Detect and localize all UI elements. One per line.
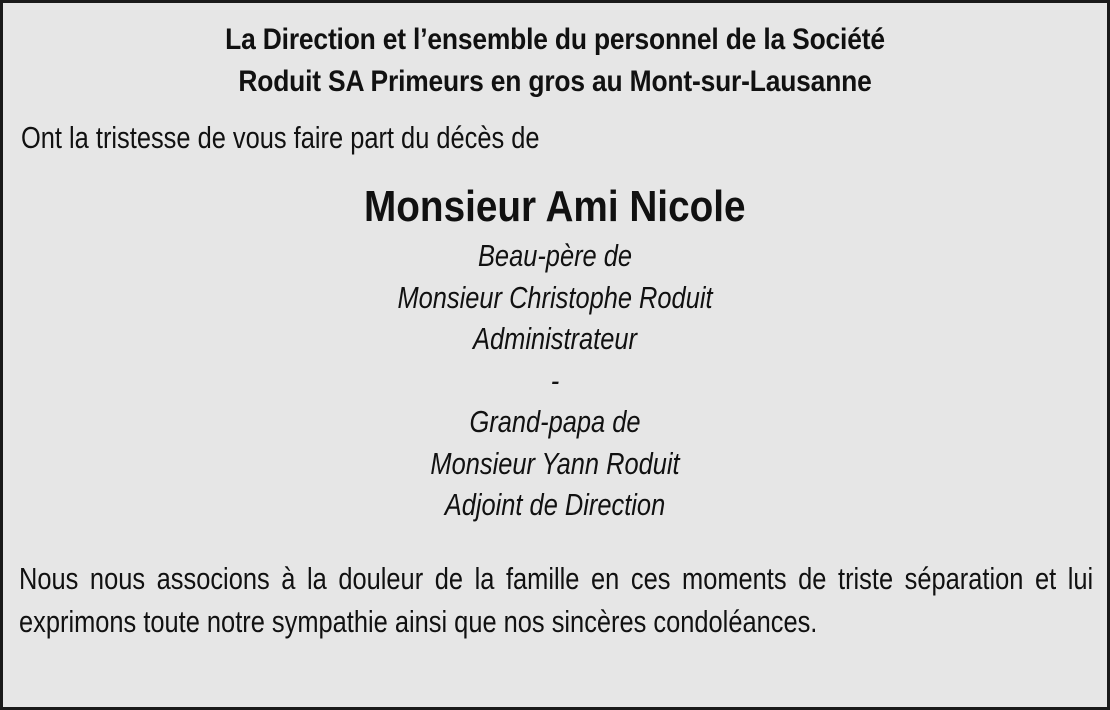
relation-separator: - — [550, 362, 560, 398]
closing-paragraph — [19, 557, 1094, 643]
relation-line: Monsieur Christophe Roduit — [397, 279, 713, 315]
deceased-name — [3, 181, 1107, 233]
header-line-2: Roduit SA Primeurs en gros au Mont-sur-Lausanne — [238, 65, 872, 98]
relation-line: Administrateur — [473, 321, 637, 356]
relation-line: Grand-papa de — [469, 404, 641, 439]
relation-line: Beau-père de — [477, 238, 633, 273]
relation-line: Monsieur Yann Roduit — [430, 445, 680, 481]
closing-text: Nous nous associons à la douleur de la famille en ces moments de triste séparation et lui exprimons toute notre sympathie ainsi que nos sincères condoléances. — [19, 561, 1094, 639]
deceased-name-text: Monsieur Ami Nicole — [364, 182, 746, 231]
intro-text: Ont la tristesse de vous faire part du décès de — [21, 120, 540, 155]
relation-line: Adjoint de Direction — [444, 487, 666, 522]
notice-header — [3, 19, 1107, 103]
relations-list — [3, 235, 1107, 526]
header-line-1: La Direction et l’ensemble du personnel de la Société — [225, 23, 885, 56]
